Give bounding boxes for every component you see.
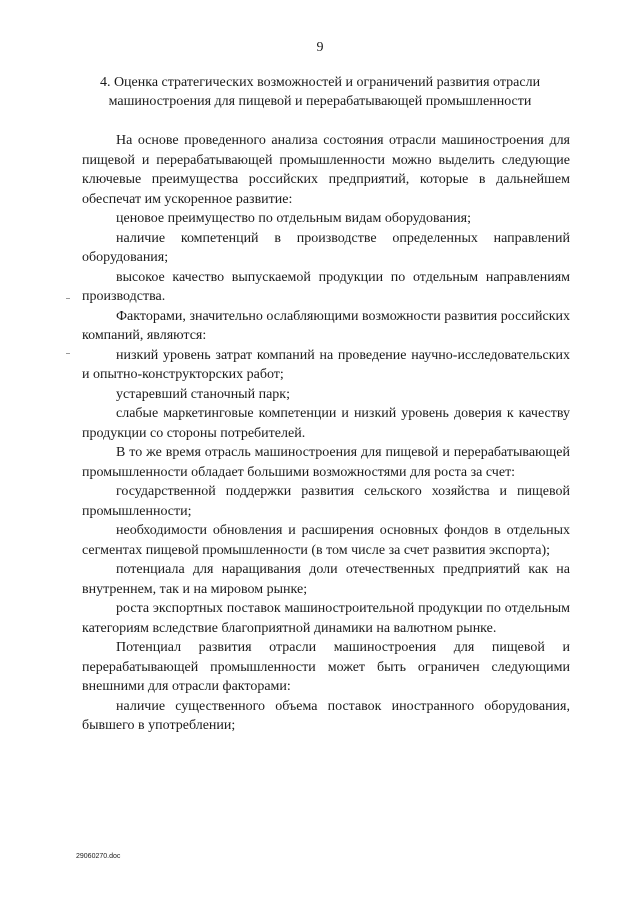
list-item: необходимости обновления и расширения основных фондов в отдельных сегментах пищевой промышленности (в том числе за счет развития экспорта); (82, 523, 570, 558)
list-item: слабые маркетинговые компетенции и низкий уровень доверия к качеству продукции со стороны потребителей. (82, 406, 570, 441)
paragraph: На основе проведенного анализа состояния отрасли машиностроения для пищевой и перерабатывающей промышленности можно выделить следующие ключевые преимущества российских предприятий, которые в дальнейшем обеспечат им ускоренное развитие: (82, 133, 570, 207)
section-title: 4. Оценка стратегических возможностей и ограничений развития отрасли машиностроения для пищевой и перерабатывающей промышленности (99, 75, 541, 109)
page-number: 9 (316, 40, 324, 55)
document-filename: 29060270.doc (76, 853, 121, 860)
paragraph: Факторами, значительно ослабляющими возможности развития российских компаний, являются: (82, 308, 570, 343)
paragraph: В то же время отрасль машиностроения для пищевой и перерабатывающей промышленности обладает большими возможностями для роста за счет: (82, 445, 570, 480)
list-item: наличие компетенций в производстве определенных направлений оборудования; (82, 230, 570, 265)
list-item: устаревший станочный парк; (116, 386, 290, 402)
list-item: потенциала для наращивания доли отечественных предприятий как на внутреннем, так и на мировом рынке; (82, 562, 570, 597)
list-item: роста экспортных поставок машиностроительной продукции по отдельным категориям вследствие благоприятной динамики на валютном рынке. (82, 601, 570, 636)
list-item: низкий уровень затрат компаний на проведение научно-исследовательских и опытно-конструкторских работ; (82, 347, 570, 382)
list-item: ценовое преимущество по отдельным видам оборудования; (116, 211, 471, 226)
margin-mark (66, 298, 70, 299)
paragraph: Потенциал развития отрасли машиностроения для пищевой и перерабатывающей промышленности может быть ограничен следующими внешними для отрасли факторами: (82, 640, 570, 694)
list-item: высокое качество выпускаемой продукции по отдельным направлениям производства. (82, 269, 570, 304)
margin-mark (66, 353, 70, 354)
list-item: государственной поддержки развития сельского хозяйства и пищевой промышленности; (82, 484, 570, 519)
body-text (82, 131, 570, 736)
list-item: наличие существенного объема поставок иностранного оборудования, бывшего в употреблении; (82, 698, 570, 733)
